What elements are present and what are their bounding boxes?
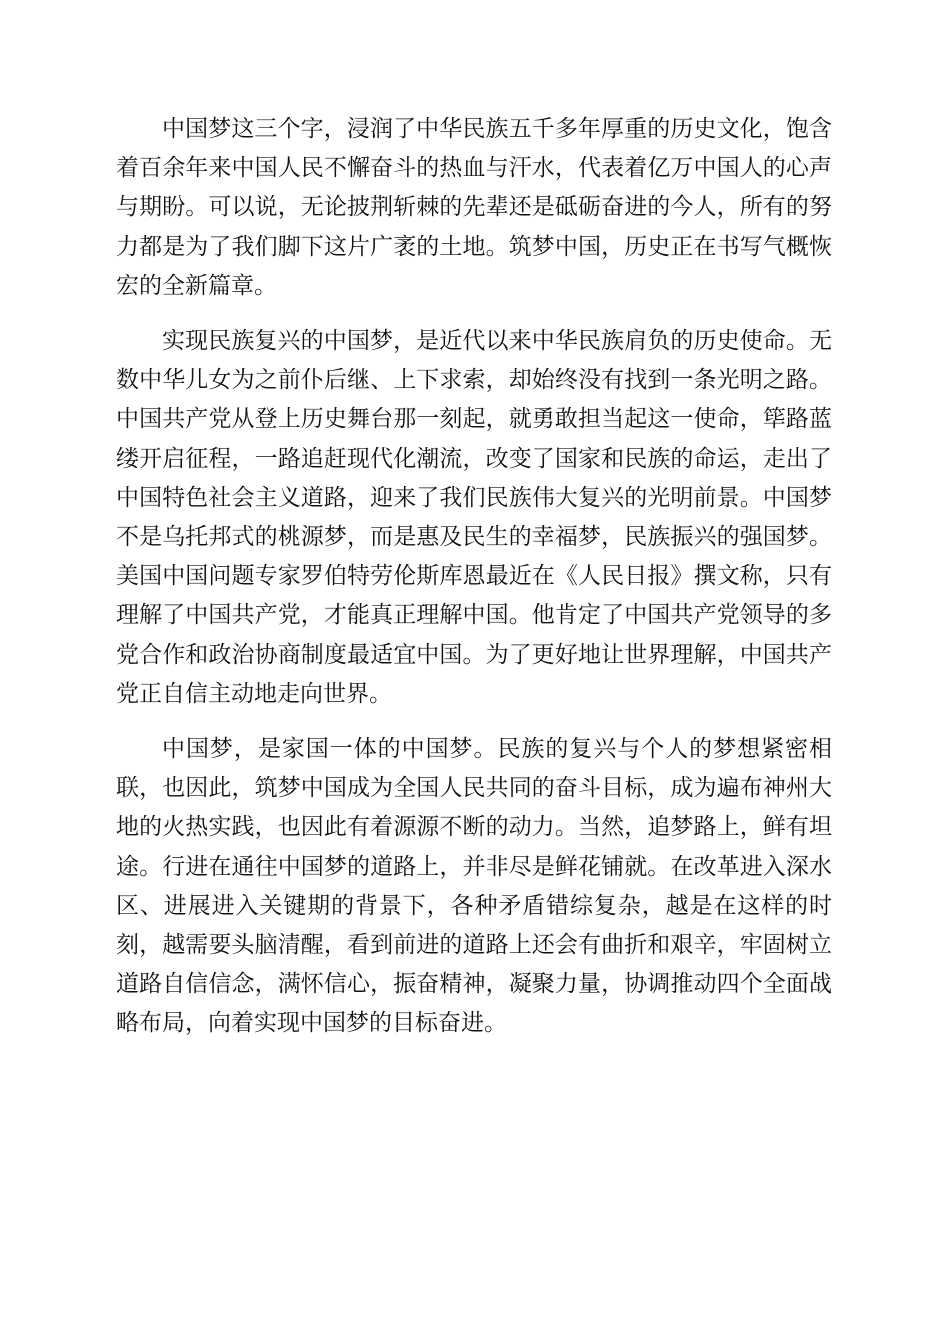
paragraph-2: 实现民族复兴的中国梦，是近代以来中华民族肩负的历史使命。无数中华儿女为之前仆后继、上下求索，却始终没有找到一条光明之路。中国共产党从登上历史舞台那一刻起，就勇敢担当起这一使命，筚路蓝缕开启征程，一路追赶现代化潮流，改变了国家和民族的命运，走出了中国特色社会主义道路，迎来了我们民族伟大复兴的光明前景。中国梦不是乌托邦式的桃源梦，而是惠及民生的幸福梦，民族振兴的强国梦。美国中国问题专家罗伯特劳伦斯库恩最近在《人民日报》撰文称，只有理解了中国共产党，才能真正理解中国。他肯定了中国共产党领导的多党合作和政治协商制度最适宜中国。为了更好地让世界理解，中国共产党正自信主动地走向世界。 xyxy=(116,328,832,707)
paragraph-1: 中国梦这三个字，浸润了中华民族五千多年厚重的历史文化，饱含着百余年来中国人民不懈奋斗的热血与汗水，代表着亿万中国人的心声与期盼。可以说，无论披荆斩棘的先辈还是砥砺奋进的今人，所有的努力都是为了我们脚下这片广袤的土地。筑梦中国，历史正在书写气概恢宏的全新篇章。 xyxy=(116,116,832,299)
paragraph-3: 中国梦，是家国一体的中国梦。民族的复兴与个人的梦想紧密相联，也因此，筑梦中国成为全国人民共同的奋斗目标，成为遍布神州大地的火热实践，也因此有着源源不断的动力。当然，追梦路上，鲜有坦途。行进在通往中国梦的道路上，并非尽是鲜花铺就。在改革进入深水区、进展进入关键期的背景下，各种矛盾错综复杂，越是在这样的时刻，越需要头脑清醒，看到前进的道路上还会有曲折和艰辛，牢固树立道路自信信念，满怀信心，振奋精神，凝聚力量，协调推动四个全面战略布局，向着实现中国梦的目标奋进。 xyxy=(116,736,832,1037)
document-body xyxy=(116,110,832,1044)
